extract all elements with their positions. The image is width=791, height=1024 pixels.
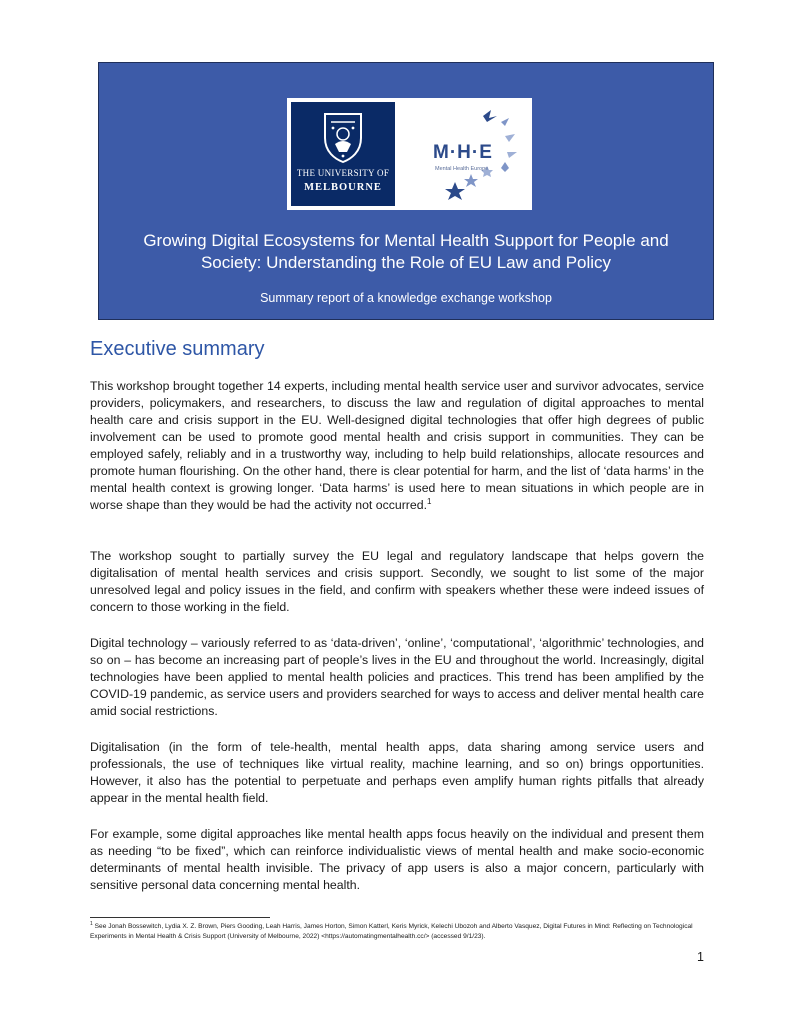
footnote-divider bbox=[90, 917, 270, 918]
footnote-marker: 1 bbox=[90, 920, 93, 927]
paragraph-3: Digital technology – variously referred to as ‘data-driven’, ‘online’, ‘computational’, ‘algorithmic’ technologies, and so on – has become an increasing part of people’s lives in the EU and throughout the world. Increasingly, digital technologies have been applied to mental health policies and practices. This trend has been amplified by the COVID-19 pandemic, as service users and providers searched for ways to access and deliver mental health care amid social restrictions. bbox=[90, 636, 704, 718]
section-heading: Executive summary bbox=[90, 338, 265, 360]
mhe-logo-mark: M·H·E bbox=[433, 142, 493, 163]
uom-logo-line1: THE UNIVERSITY OF bbox=[296, 168, 390, 178]
paragraph-1-text: This workshop brought together 14 experts, including mental health service user and survivor advocates, service providers, policymakers, and researchers, to discuss the law and regulation of digital approaches to mental health care and crisis support in the EU. Well-designed digital technologies that offer high degrees of public involvement can be used to promote good mental health and crisis support in communities. They can be employed safely, reliably and in a trustworthy way, including to help build relationships, allocate resources and promote human flourishing. On the other hand, there is clear potential for harm, and the list of ‘data harms’ in the mental health context is growing longer. ‘Data harms’ is used here to mean situations in which people are in worse shape than they would be had the activity not occurred. bbox=[90, 379, 704, 512]
paragraph-4: Digitalisation (in the form of tele-health, mental health apps, data sharing among service users and professionals, the use of techniques like virtual reality, machine learning, and so on) brings opportunities. However, it also has the potential to perpetuate and perhaps even amplify human rights pitfalls that already appear in the mental health field. bbox=[90, 740, 704, 805]
cover-banner bbox=[98, 62, 714, 320]
mhe-logo-subtitle: Mental Health Europe bbox=[435, 166, 489, 172]
logo-strip bbox=[287, 98, 532, 210]
page-number: 1 bbox=[697, 950, 704, 964]
report-title bbox=[99, 230, 713, 274]
report-subtitle: Summary report of a knowledge exchange workshop bbox=[260, 291, 552, 305]
paragraph-2: The workshop sought to partially survey the EU legal and regulatory landscape that helps govern the digitalisation of mental health services and crisis support. Secondly, we sought to list some of the major unresolved legal and policy issues in the field, and confirm with speakers whether these were indeed issues of concern to those working in the field. bbox=[90, 549, 704, 614]
crest-icon bbox=[321, 112, 365, 164]
paragraph-1 bbox=[90, 378, 704, 514]
footnote bbox=[90, 922, 704, 942]
mental-health-europe-logo bbox=[405, 102, 528, 206]
university-of-melbourne-logo bbox=[291, 102, 395, 206]
report-title-line1: Growing Digital Ecosystems for Mental Health Support for People and bbox=[143, 231, 669, 250]
report-title-line2: Society: Understanding the Role of EU Law and Policy bbox=[200, 253, 612, 272]
uom-logo-line2: MELBOURNE bbox=[304, 182, 382, 193]
paragraph-5: For example, some digital approaches like mental health apps focus heavily on the individual and present them as needing “to be fixed”, which can reinforce individualistic views of mental health and make socio-economic determinants of mental health invisible. The privacy of app users is also a major concern, particularly with sensitive personal data concerning mental health. bbox=[90, 827, 704, 892]
footnote-text: See Jonah Bossewitch, Lydia X. Z. Brown, Piers Gooding, Leah Harris, James Horton, Simon Katterl, Keris Myrick, Kelechi Ubozoh and Alberto Vasquez, Digital Futures in Mind: Reflecting on Technological Experiments in Mental Health & Crisis Support (University of Melbourne, 2022) <https://automatingmentalhealth.cc/> (accessed 9/1/23). bbox=[90, 923, 693, 940]
footnote-reference[interactable]: 1 bbox=[427, 496, 432, 506]
